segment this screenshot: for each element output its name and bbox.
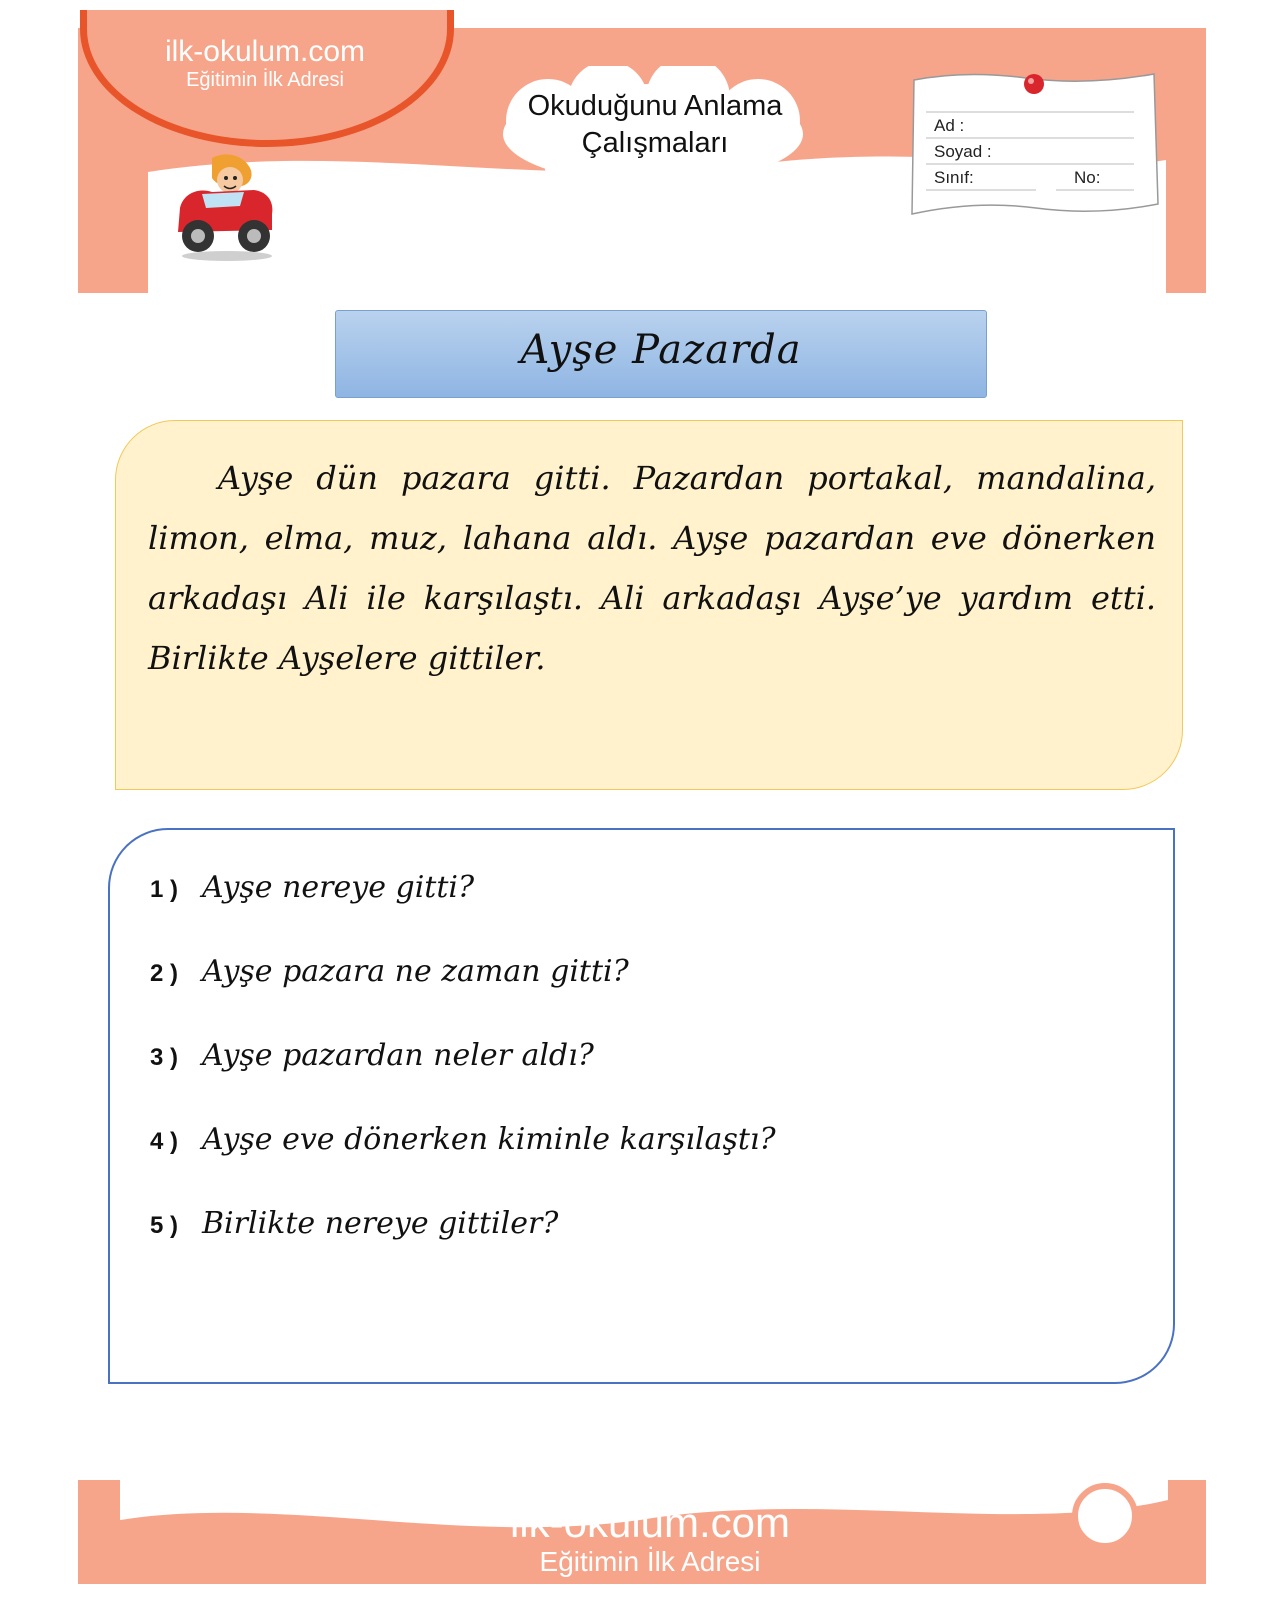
- question-text: Ayşe nereye gitti?: [202, 870, 475, 905]
- question-number: 1 ): [150, 876, 179, 903]
- question-text: Ayşe eve dönerken kiminle karşılaştı?: [202, 1122, 776, 1157]
- question-number: 4 ): [150, 1128, 179, 1155]
- questions-box: [108, 828, 1175, 1384]
- story-line: mandalina, limon, elma, muz, lahana aldı. Ayşe: [148, 459, 1157, 557]
- question-5: [150, 1206, 1130, 1241]
- question-text: Ayşe pazara ne zaman gitti?: [202, 954, 629, 989]
- number-label: No:: [1074, 168, 1101, 187]
- footer-tagline: Eğitimin İlk Adresi: [539, 1546, 761, 1577]
- student-info-card: [906, 64, 1166, 224]
- question-text: Birlikte nereye gittiler?: [202, 1206, 559, 1241]
- cartoon-car-icon: [172, 150, 282, 265]
- question-4: [150, 1122, 1130, 1157]
- class-label: Sınıf:: [934, 168, 974, 187]
- question-number: 3 ): [150, 1044, 179, 1071]
- story-line: gittiler.: [427, 639, 546, 677]
- story-title: Ayşe Pazarda: [520, 327, 802, 373]
- ring-icon: [1072, 1483, 1138, 1549]
- surname-label: Soyad :: [934, 142, 992, 161]
- story-line: Ayşe dün pazara gitti. Pazardan portakal,: [218, 459, 954, 497]
- worksheet-title: [505, 88, 805, 162]
- thought-puffs: [270, 170, 430, 240]
- question-3: [150, 1038, 1130, 1073]
- question-number: 5 ): [150, 1212, 179, 1239]
- question-text: Ayşe pazardan neler aldı?: [202, 1038, 594, 1073]
- logo-tagline: Eğitimin İlk Adresi: [186, 69, 344, 91]
- footer-logo[interactable]: [420, 1500, 880, 1578]
- footer-site: ilk-okulum.com: [509, 1499, 791, 1546]
- name-label: Ad :: [934, 116, 965, 135]
- story-line: arkadaşı Ayşe’ye yardım etti. Birlikte Ayşelere: [148, 579, 1156, 677]
- worksheet-title-line1: Okuduğunu Anlama: [527, 90, 783, 122]
- story-line: pazardan eve dönerken arkadaşı Ali ile karşılaştı. Ali: [148, 519, 1157, 617]
- question-1: [150, 870, 1130, 905]
- question-2: [150, 954, 1130, 989]
- question-number: 2 ): [150, 960, 179, 987]
- logo[interactable]: [95, 35, 435, 92]
- worksheet-title-line2: Çalışmaları: [581, 127, 729, 159]
- story-paragraph: [148, 448, 1156, 688]
- logo-site: ilk-okulum.com: [164, 35, 366, 68]
